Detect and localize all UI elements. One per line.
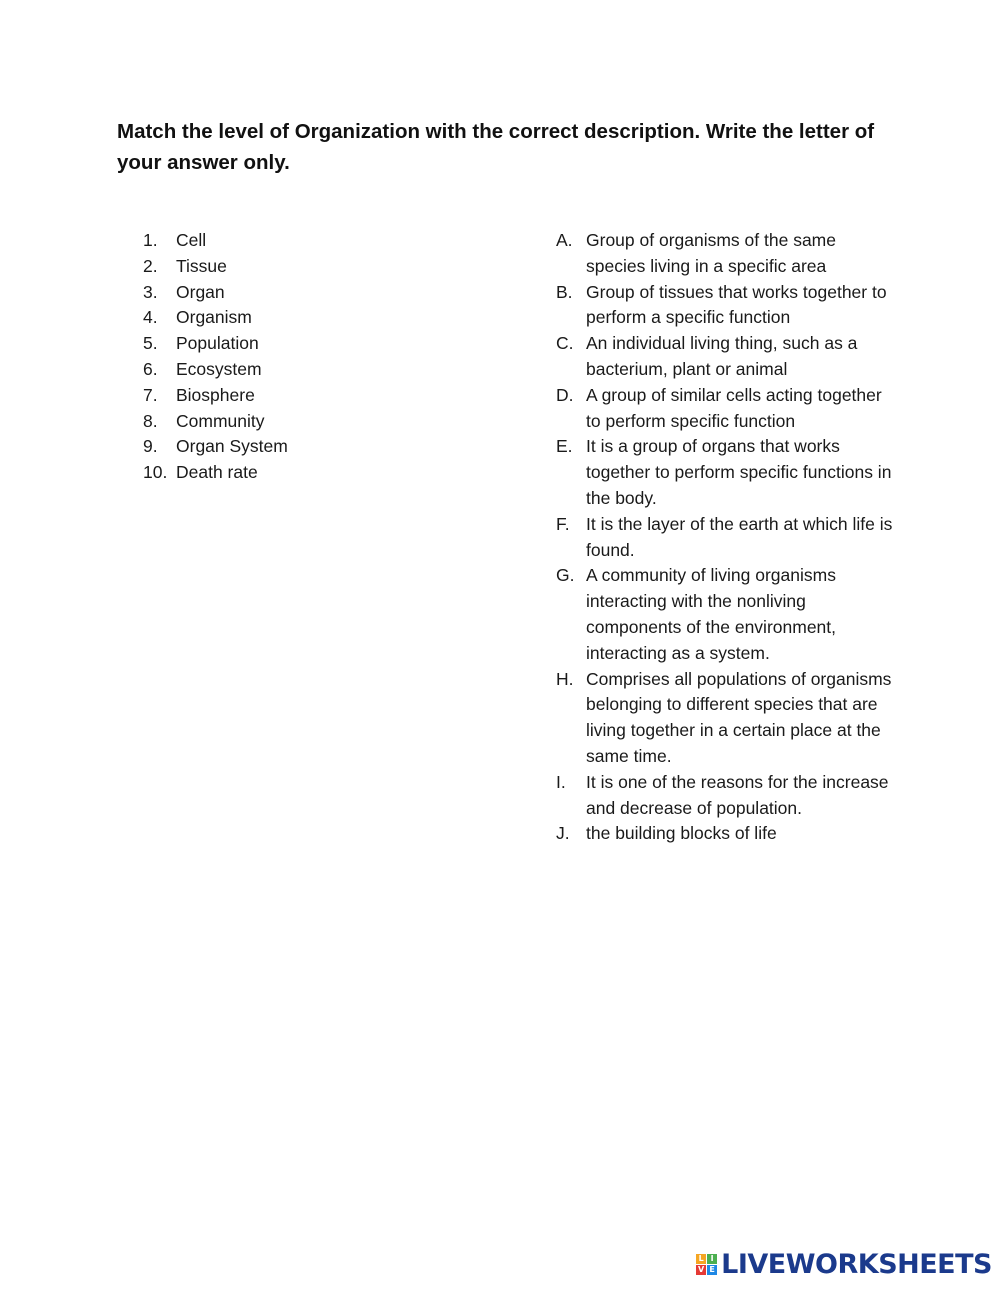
description-item	[556, 331, 896, 383]
term-number: 6.	[143, 358, 158, 379]
term-number: 10.	[143, 462, 168, 483]
term-number: 2.	[143, 255, 158, 276]
description-text: An individual living thing, such as a bacterium, plant or animal	[586, 333, 858, 379]
term-item	[143, 305, 443, 331]
term-label: Organism	[176, 307, 252, 328]
description-letter: I.	[556, 771, 566, 792]
description-letter: F.	[556, 513, 570, 534]
term-label: Biosphere	[176, 384, 255, 405]
description-item	[556, 667, 896, 770]
mark-tile: L	[696, 1254, 706, 1264]
term-item	[143, 228, 443, 254]
term-number: 8.	[143, 410, 158, 431]
description-item	[556, 563, 896, 666]
term-item	[143, 280, 443, 306]
mark-tile: I	[707, 1254, 717, 1264]
term-number: 5.	[143, 333, 158, 354]
description-letter: G.	[556, 565, 575, 586]
term-label: Community	[176, 410, 265, 431]
term-label: Population	[176, 333, 259, 354]
liveworksheets-wordmark: LIVEWORKSHEETS	[721, 1248, 992, 1280]
description-text: A community of living organisms interacting with the nonliving components of the environment, interacting as a system.	[586, 565, 837, 663]
mark-tile: V	[698, 1264, 705, 1274]
term-number: 9.	[143, 436, 158, 457]
liveworksheets-logo	[696, 1249, 992, 1279]
description-letter: A.	[556, 230, 573, 250]
term-number: 3.	[143, 281, 158, 302]
term-item	[143, 357, 443, 383]
description-text: A group of similar cells acting together to perform specific function	[586, 384, 882, 431]
term-item	[143, 383, 443, 409]
term-number: 4.	[143, 307, 158, 328]
term-number: 7.	[143, 384, 158, 405]
description-letter: C.	[556, 333, 574, 354]
instruction-heading: Match the level of Organization with the correct description. Write the letter of your answer only.	[117, 120, 875, 174]
description-item	[556, 228, 896, 280]
description-text: It is a group of organs that works together to perform specific functions in the body.	[586, 436, 892, 508]
term-label: Organ System	[176, 436, 288, 457]
description-letter: D.	[556, 384, 574, 405]
description-item	[556, 280, 896, 332]
terms-list	[143, 228, 443, 486]
mark-tile: E	[707, 1265, 717, 1275]
description-text: Group of organisms of the same species living in a specific area	[586, 230, 836, 276]
descriptions-list	[556, 228, 896, 847]
liveworksheets-mark-icon	[696, 1254, 717, 1275]
term-label: Cell	[176, 230, 207, 250]
term-label: Tissue	[176, 255, 227, 276]
description-item	[556, 770, 896, 822]
description-item	[556, 512, 896, 564]
description-letter: J.	[556, 823, 570, 844]
term-item	[143, 409, 443, 435]
term-label: Ecosystem	[176, 358, 262, 379]
description-text: It is one of the reasons for the increase and decrease of population.	[586, 771, 889, 818]
description-letter: H.	[556, 668, 574, 689]
description-item	[556, 434, 896, 511]
description-item	[556, 383, 896, 435]
term-label: Organ	[176, 281, 225, 302]
description-text: It is the layer of the earth at which life is found.	[586, 513, 893, 560]
term-label: Death rate	[176, 462, 258, 483]
description-letter: B.	[556, 281, 573, 302]
term-item	[143, 254, 443, 280]
description-item	[556, 821, 896, 847]
description-text: Group of tissues that works together to perform a specific function	[586, 281, 887, 328]
term-item	[143, 434, 443, 460]
term-item	[143, 331, 443, 357]
term-item	[143, 460, 443, 486]
term-number: 1.	[143, 230, 158, 250]
description-letter: E.	[556, 436, 573, 457]
description-text: Comprises all populations of organisms belonging to different species that are living together in a certain place at the same time.	[586, 668, 892, 766]
description-text: the building blocks of life	[586, 823, 777, 844]
